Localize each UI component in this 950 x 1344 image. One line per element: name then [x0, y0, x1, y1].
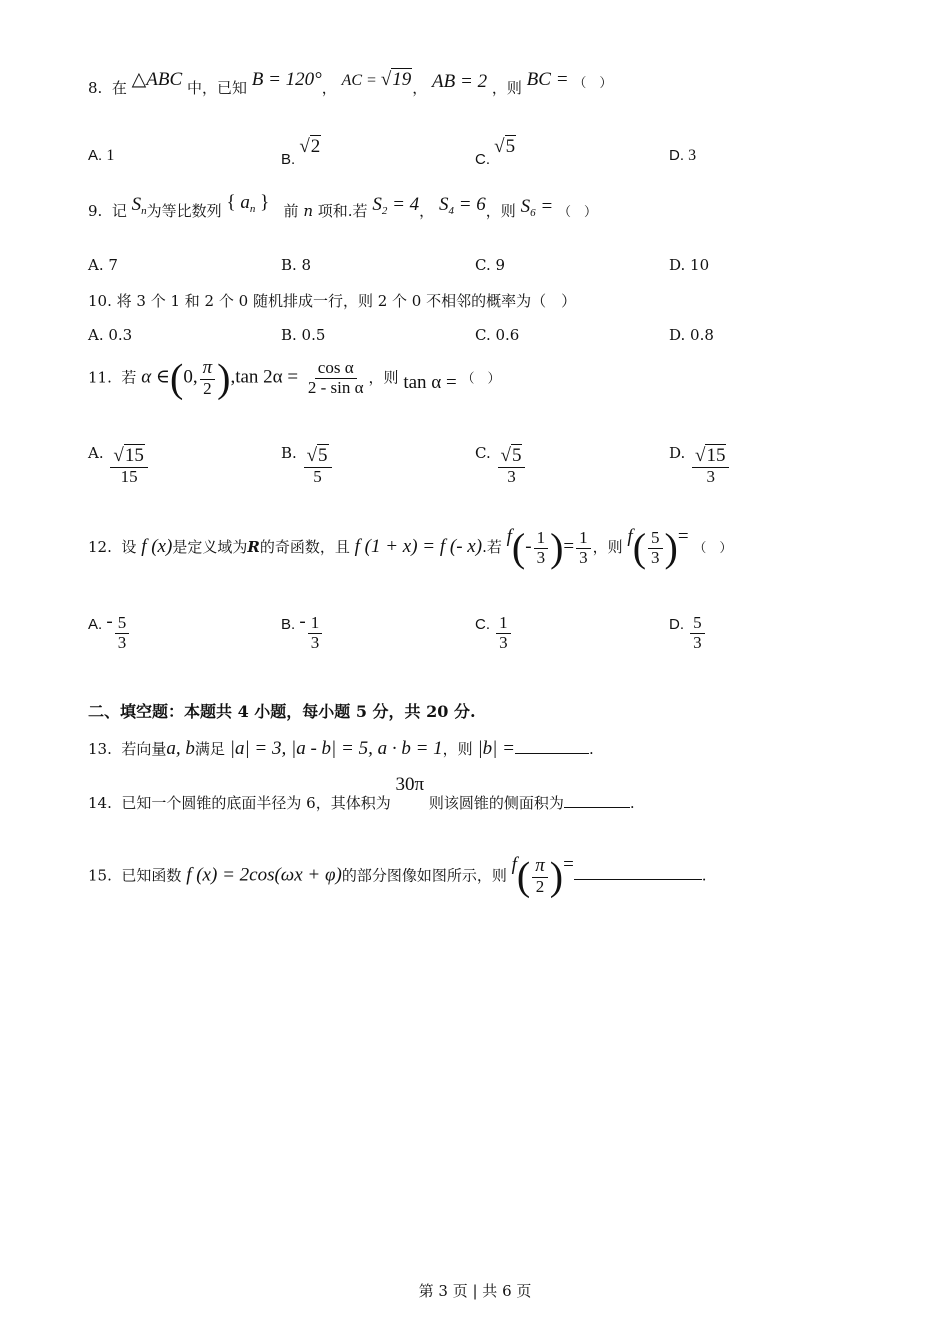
q11-option-a[interactable]: A. $\frac{√15}{15}$: [88, 446, 150, 487]
question-15: 15. 已知函数 f (x) = 2cos(ωx + φ)的部分图像如图所示，则 f( $\frac{\pi}{2}$ )= .: [88, 853, 707, 899]
answer-blank[interactable]: [515, 753, 589, 754]
section-2-heading: 二、填空题：本题共 4 小题，每小题 5 分，共 20 分.: [88, 702, 476, 721]
answer-blank[interactable]: [564, 807, 630, 808]
answer-blank[interactable]: [574, 879, 702, 880]
q12-option-a[interactable]: A. - $\frac{5}{3}$: [88, 614, 131, 652]
q10-option-b[interactable]: B. 0.5: [281, 326, 326, 344]
q10-option-c[interactable]: C. 0.6: [475, 326, 520, 344]
q12-option-c[interactable]: C. $\frac{1}{3}$: [475, 614, 513, 652]
question-9: 9. 记 $S_n$为等比数列 { $a_n$ } 前 n 项和.若 $S_2 = 4$， $S_4 = 6$，则 $S_6$ = （ ）: [88, 192, 597, 220]
q9-option-a[interactable]: A. 7: [88, 256, 118, 274]
q11-option-b[interactable]: B. $\frac{√5}{5}$: [281, 446, 334, 487]
q8-option-a[interactable]: A. 1: [88, 147, 115, 164]
q11-option-d[interactable]: D. $\frac{√15}{3}$: [669, 446, 731, 487]
question-10: 10. 将 3 个 1 和 2 个 0 随机排成一行，则 2 个 0 不相邻的概率为（ ）: [88, 292, 577, 310]
page-footer: 第 3 页 | 共 6 页: [418, 1282, 532, 1300]
q8-option-d[interactable]: D. 3: [669, 147, 697, 164]
q9-option-c[interactable]: C. 9: [475, 256, 506, 274]
question-11: 11. 若 α ∈(0, $\frac{\pi}{2}$ ),tan 2α = $\frac{\text{cos α}}{\text{2 - sin α}}$ ，则 tan α = （ ）: [88, 355, 501, 401]
question-14: 14. 已知一个圆锥的底面半径为 6，其体积为 30π 则该圆锥的侧面积为 .: [88, 774, 635, 812]
question-13: 13. 若向量a, b满足 |a| = 3, |a - b| = 5, a · b = 1，则 |b| = .: [88, 738, 594, 759]
q8-option-c[interactable]: C. √5: [475, 136, 516, 168]
q11-option-c[interactable]: C. $\frac{√5}{3}$: [475, 446, 527, 487]
q12-option-d[interactable]: D. $\frac{5}{3}$: [669, 614, 707, 652]
question-12: 12. 设 f (x)是定义域为R的奇函数，且 f (1 + x) = f (- x).若 f(- $\frac{1}{3}$ )= $\frac{1}{3}$ ，则 f( $\frac{5}{3}$ )= （ ）: [88, 525, 733, 570]
q10-option-a[interactable]: A. 0.3: [88, 326, 133, 344]
q10-option-d[interactable]: D. 0.8: [669, 326, 714, 344]
question-8: 8. 在 △ABC 中，已知 B = 120°， AC = √19， AB = 2 ，则 BC = （ ）: [88, 69, 613, 97]
q8-option-b[interactable]: B. √2: [281, 136, 321, 168]
q12-option-b[interactable]: B. - $\frac{1}{3}$: [281, 614, 324, 652]
q9-option-b[interactable]: B. 8: [281, 256, 312, 274]
q9-option-d[interactable]: D. 10: [669, 256, 710, 274]
